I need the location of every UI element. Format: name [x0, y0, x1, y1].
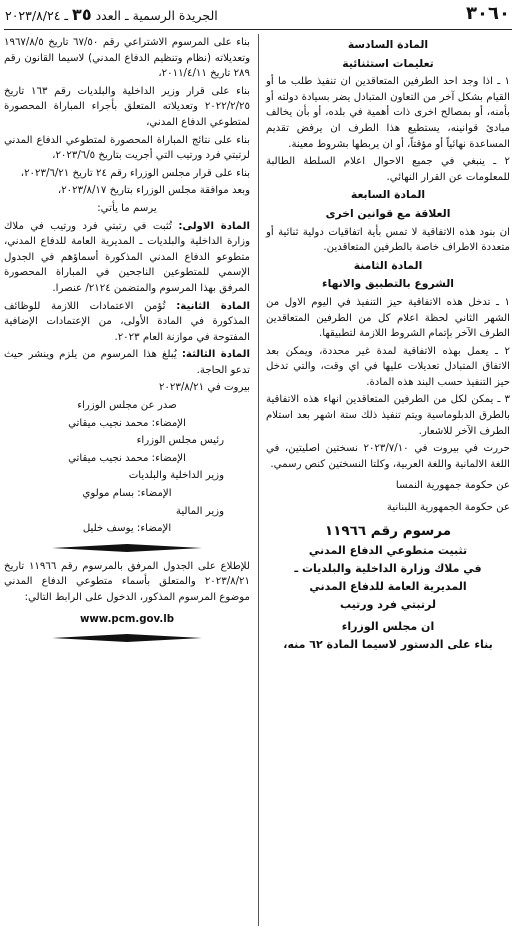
header-rule	[4, 29, 512, 30]
article-8-para-1: ١ ـ تدخل هذه الاتفاقية حيز التنفيذ في اليوم الاول من الشهر الثاني لحظة اعلام كل من الطرفين المتعاقدين الطرف الآخر بإتمام الشروط اللازمة لتطبيقها.	[266, 296, 510, 340]
running-head	[5, 5, 218, 24]
signature-3: الإمضاء: بسام مولوي	[82, 488, 172, 500]
article-6-title: المادة السادسة	[347, 38, 429, 51]
decree-title: مرسوم رقم ١١٩٦٦	[324, 522, 452, 539]
article-7-para-1: ان بنود هذه الاتفاقية لا تمس بأية اتفاقيات دولية ثنائية أو متعددة الاطراف خاصة بالطرفين المتعاقدين.	[266, 226, 510, 254]
ornament-divider-icon	[52, 633, 202, 643]
signature-austria: عن حكومة جمهورية النمسا	[395, 480, 510, 492]
signature-1: الإمضاء: محمد نجيب ميقاتي	[68, 417, 186, 429]
article-8-para-2: ٢ ـ يعمل بهذه الاتفاقية لمدة غير محددة، ويمكن بعد الاتفاق المتبادل تعديلات عليها في اي وقت، والتي تدخل حيز التنفيذ حسب البند هذه المادة.	[266, 345, 510, 388]
basis-para-3: بناء على نتائج المباراة المحصورة لمتطوعي الدفاع المدني لرتبتي فرد ورتيب التي أجريت بتاريخ ٢٠٢٣/٦/٥،	[4, 134, 250, 162]
attachment-note: للإطلاع على الجدول المرفق بالمرسوم رقم ١١٩٦٦ تاريخ ٢٠٢٣/٨/٢١ والمتعلق بأسماء متطوعي الدفاع المدني موضوع المرسوم المذكور، الدخول على الرابط التالي:	[4, 560, 250, 603]
decrees-line: يرسم ما يأتي:	[97, 202, 157, 214]
pm-title: رئيس مجلس الوزراء	[136, 435, 224, 447]
article-8-title: المادة الثامنة	[353, 258, 423, 272]
article-1-text: تُثبت في رتبتي فرد ورتيب في ملاك وزارة الداخلية والبلديات ـ المديرية العامة للدفاع المدني، متطوعو الدفاع المدني المذكورة أسماؤهم في الجدول الإسمي للمتطوعين الناجحين في المباراة المحصورة المرفق بهذا المرسوم والمتضمن ٢١٢٤/ عنصرا.	[4, 220, 250, 294]
ornament-divider-icon	[52, 543, 202, 553]
article-3-text: يُبلغ هذا المرسوم من يلزم وينشر حيث تدعو الحاجة.	[4, 349, 250, 376]
basis-para-2: بناء على قرار وزير الداخلية والبلديات رقم ١٦٣ تاريخ ٢٠٢٢/٢/٢٥ وتعديلاته المتعلق بأجراء المباراة المحصورة لمتطوعي الدفاع المدني،	[4, 85, 250, 128]
constitution-basis: بناء على الدستور لاسيما المادة ٦٢ منه،	[283, 638, 493, 652]
decree-subtitle-3: المديرية العامة للدفاع المدني	[309, 580, 467, 594]
decree-subtitle-1: تثبيت متطوعي الدفاع المدني	[308, 544, 468, 558]
left-column	[4, 35, 250, 649]
article-2-text: تُؤمن الاعتمادات اللازمة للوظائف المذكورة في المادة الأولى، من الإعتمادات الإضافية المفتوحة في موازنة العام ٢٠٢٣.	[4, 300, 250, 343]
article-6-para-1: ١ ـ اذا وجد احد الطرفين المتعاقدين ان تنفيذ طلب ما أو القيام بشكل آخر من التعاون المتبادل يضر بسيادة دولته أو بأمنه، أو بمصالح اخرى ذات أهمية في بلده، أو بأن يخالف مبادئ قوانينه، يستطيع هذا الطرف ان يرفض تقديم المساعدة نهائياً أو مؤقتاً، أو ان يربطها بشروط معينة.	[266, 76, 510, 150]
closing-paragraph: حررت في بيروت في ٢٠٢٣/٧/١٠ نسختين اصليتين، في اللغة الالمانية واللغة العربية، وكلتا النسختين كنص رسمي.	[266, 443, 510, 470]
right-column	[266, 35, 510, 655]
article-7-subtitle: العلاقة مع قوانين اخرى	[325, 206, 451, 220]
council-heading: ان مجلس الوزراء	[341, 620, 435, 634]
signature-lebanon: عن حكومة الجمهورية اللبنانية	[386, 502, 510, 514]
article-2	[4, 299, 250, 346]
issued-by: صدر عن مجلس الوزراء	[77, 400, 177, 412]
issue-date: ـ ٢٠٢٣/٨/٢٤	[5, 8, 69, 23]
website-link[interactable]: www.pcm.gov.lb	[79, 613, 175, 625]
basis-para-1: بناء على المرسوم الاشتراعي رقم ٦٧/٥٠ تاريخ ١٩٦٧/٨/٥ وتعديلاته (نظام وتنظيم الدفاع المدني) لاسيما القانون رقم ٢٨٩ تاريخ ٢٠١١/٤/١١،	[4, 37, 250, 80]
signature-4: الإمضاء: يوسف خليل	[82, 523, 172, 535]
article-3-label: المادة الثالثة:	[181, 349, 250, 361]
decree-subtitle-2: في ملاك وزارة الداخلية والبلديات ـ	[294, 562, 482, 576]
article-6-subtitle: تعليمات استثنائية	[342, 56, 434, 70]
article-2-label: المادة الثانية:	[176, 300, 250, 312]
gazette-name: الجريدة الرسمية ـ العدد	[95, 8, 218, 23]
article-1	[4, 219, 250, 297]
article-8-subtitle: الشروع بالتطبيق والانهاء	[322, 277, 454, 291]
page-header	[0, 0, 516, 30]
article-3	[4, 347, 250, 378]
article-1-label: المادة الاولى:	[178, 220, 250, 232]
article-7-title: المادة السابعة	[350, 188, 426, 202]
basis-para-4: بناء على قرار مجلس الوزراء رقم ٢٤ تاريخ ٢٠٢٣/٦/٢١،	[20, 167, 250, 179]
page-number: ٣٠٦٠	[466, 3, 510, 24]
column-divider	[258, 34, 259, 926]
decree-subtitle-4: لرتبتي فرد ورتيب	[340, 598, 436, 612]
basis-para-5: وبعد موافقة مجلس الوزراء بتاريخ ٢٠٢٣/٨/١٧،	[57, 185, 250, 197]
article-8-para-3: ٣ ـ يمكن لكل من الطرفين المتعاقدين انهاء هذه الاتفاقية بالطرق الدبلوماسية ويتم تنفيذ ذلك ستة اشهر بعد استلام الطرف الآخر للاشعار.	[266, 394, 510, 437]
issue-number: ٣٥	[72, 5, 92, 24]
article-6-para-2: ٢ ـ ينبغي في جميع الاحوال اعلام السلطة الطالبة للمعلومات عن القرار النهائي.	[266, 156, 510, 183]
place-date: بيروت في ٢٠٢٣/٨/٢١	[158, 382, 250, 394]
interior-minister-title: وزير الداخلية والبلديات	[128, 470, 224, 482]
signature-2: الإمضاء: محمد نجيب ميقاتي	[68, 452, 186, 464]
finance-minister-title: وزير المالية	[175, 505, 224, 517]
